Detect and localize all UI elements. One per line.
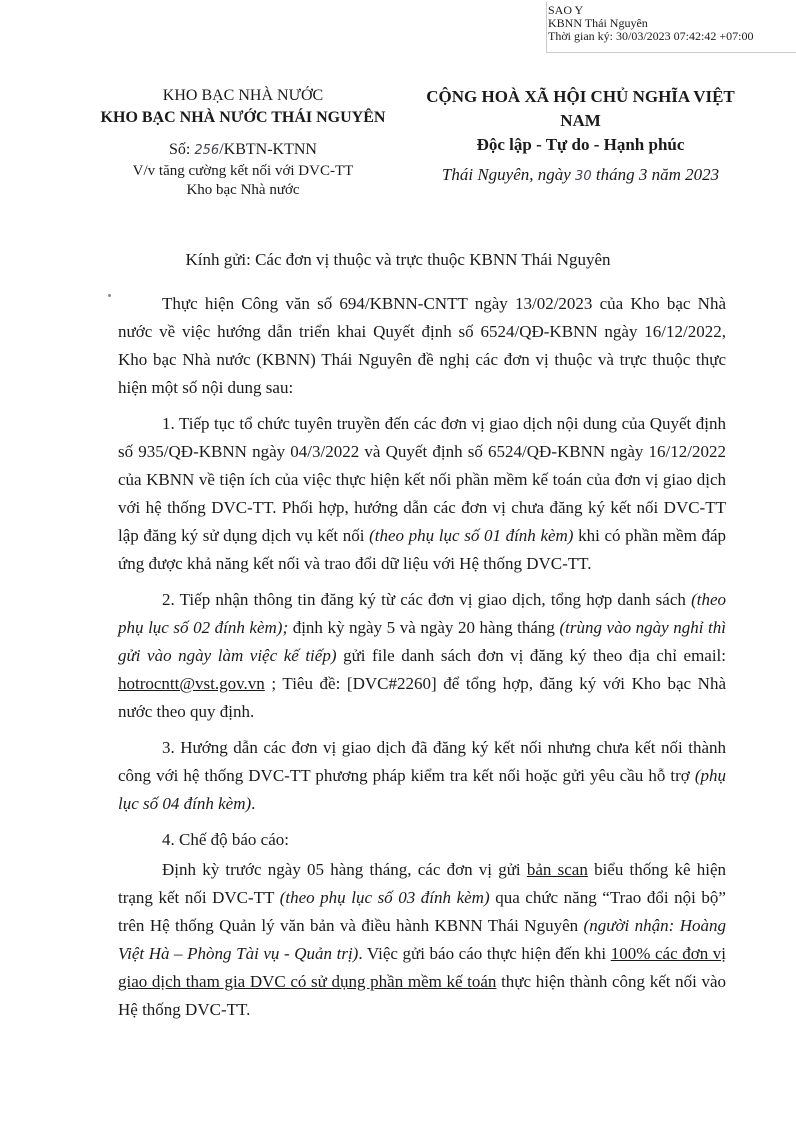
handwritten-day: 30: [575, 169, 592, 184]
item-3-paragraph: 3. Hướng dẫn các đơn vị giao dịch đã đăng ký kết nối nhưng chưa kết nối thành công với hệ thống DVC-TT phương pháp kiểm tra kết nối hoặc gửi yêu cầu hỗ trợ (phụ lục số 04 đính kèm).: [118, 738, 727, 813]
stamp-line-1: SAO Y: [548, 3, 584, 17]
email-link[interactable]: hotrocntt@vst.gov.vn: [118, 674, 265, 693]
national-header: [408, 85, 753, 189]
digital-signature-stamp: [548, 4, 753, 43]
issuer-parent-org: KHO BẠC NHÀ NƯỚC: [162, 87, 324, 104]
report-paragraph: Định kỳ trước ngày 05 hàng tháng, các đơn vị gửi bản scan biểu thống kê hiện trạng kết nối DVC-TT (theo phụ lục số 03 đính kèm) qua chức năng “Trao đổi nội bộ” trên Hệ thống Quản lý văn bản và điều hành KBNN Thái Nguyên (người nhận: Hoàng Việt Hà – Phòng Tài vụ - Quản trị). Việc gửi báo cáo thực hiện đến khi 100% các đơn vị giao dịch tham gia DVC có sử dụng phần mềm kế toán thực hiện thành công kết nối vào Hệ thống DVC-TT.: [118, 860, 727, 1019]
document-body: [118, 290, 726, 1032]
stamp-line-2: KBNN Thái Nguyên: [548, 16, 648, 30]
intro-paragraph: Thực hiện Công văn số 694/KBNN-CNTT ngày 13/02/2023 của Kho bạc Nhà nước về việc hướng dẫn triển khai Quyết định số 6524/QĐ-KBNN ngày 16/12/2022, Kho bạc Nhà nước (KBNN) Thái Nguyên đề nghị các đơn vị thuộc và trực thuộc thực hiện một số nội dung sau:: [118, 294, 726, 397]
document-date: Thái Nguyên, ngày 30 tháng 3 năm 2023: [441, 165, 720, 184]
nation-title: CỘNG HOÀ XÃ HỘI CHỦ NGHĨA VIỆT NAM: [426, 87, 735, 130]
stamp-line-3: Thời gian ký: 30/03/2023 07:42:42 +07:00: [548, 29, 754, 43]
recipient-line: Kính gửi: Các đơn vị thuộc và trực thuộc KBNN Thái Nguyên: [185, 250, 611, 269]
scan-speck: [108, 294, 111, 297]
item-2-paragraph: 2. Tiếp nhận thông tin đăng ký từ các đơn vị giao dịch, tổng hợp danh sách (theo phụ lục số 02 đính kèm); định kỳ ngày 5 và ngày 20 hàng tháng (trùng vào ngày nghỉ thì gửi vào ngày làm việc kế tiếp) gửi file danh sách đơn vị đăng ký theo địa chỉ email: hotrocntt@vst.gov.vn ; Tiêu đề: [DVC#2260] để tổng hợp, đăng ký với Kho bạc Nhà nước theo quy định.: [118, 590, 727, 721]
issuer-header: [98, 85, 388, 200]
handwritten-number: 256: [194, 143, 220, 158]
issuer-org: KHO BẠC NHÀ NƯỚC THÁI NGUYÊN: [100, 109, 386, 126]
subject-line-2: Kho bạc Nhà nước: [186, 182, 300, 198]
national-motto: Độc lập - Tự do - Hạnh phúc: [476, 135, 685, 154]
item-1-paragraph: 1. Tiếp tục tổ chức tuyên truyền đến các đơn vị giao dịch nội dung của Quyết định số 935/QĐ-KBNN ngày 04/3/2022 và Quyết định số 6524/QĐ-KBNN ngày 16/12/2022 của KBNN về tiện ích của việc thực hiện kết nối phần mềm kế toán của đơn vị giao dịch với hệ thống DVC-TT. Phối hợp, hướng dẫn các đơn vị chưa đăng ký kết nối DVC-TT lập đăng ký sử dụng dịch vụ kết nối (theo phụ lục số 01 đính kèm) khi có phần mềm đáp ứng được khả năng kết nối và trao đổi dữ liệu với Hệ thống DVC-TT.: [118, 414, 727, 573]
item-4-heading: 4. Chế độ báo cáo:: [162, 830, 289, 849]
subject-line-1: V/v tăng cường kết nối với DVC-TT: [132, 163, 354, 179]
document-number: Số: 256/KBTN-KTNN: [169, 141, 317, 158]
